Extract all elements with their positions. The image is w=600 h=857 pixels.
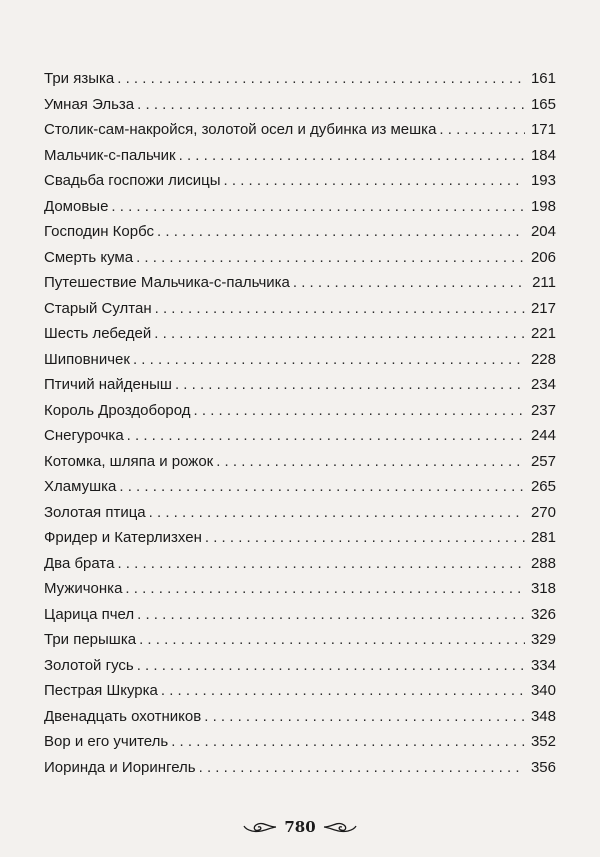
toc-entry: [44, 92, 556, 118]
dot-leader: [293, 270, 525, 296]
dot-leader: [136, 245, 525, 271]
toc-entry-title: Смерть кума: [44, 248, 134, 266]
toc-entry: [44, 525, 556, 551]
toc-entry-page: 234: [530, 376, 556, 393]
toc-entry-title: Свадьба госпожи лисицы: [44, 172, 221, 189]
toc-entry-page: 217: [530, 299, 556, 317]
toc-entry-title: Вор и его учитель: [44, 733, 169, 750]
dot-leader: [224, 168, 525, 194]
toc-entry: [44, 219, 556, 245]
dot-leader: [137, 92, 525, 118]
toc-entry-title: Золотая птица: [44, 503, 146, 521]
dot-leader: [216, 449, 525, 475]
toc-entry-title: Старый Султан: [44, 299, 152, 317]
flourish-right-icon: [322, 818, 358, 836]
toc-entry: [44, 576, 556, 602]
toc-entry-page: 206: [530, 248, 556, 266]
dot-leader: [137, 602, 525, 628]
toc-entry-page: 326: [530, 605, 556, 623]
toc-entry-title: Иоринда и Иорингель: [44, 758, 196, 776]
toc-entry-page: 198: [530, 197, 556, 215]
toc-entry-title: Три перышка: [44, 631, 137, 648]
toc-entry-title: Домовые: [44, 197, 109, 215]
toc-entry-page: 318: [530, 580, 556, 597]
toc-entry: [44, 729, 556, 755]
toc-entry-page: 171: [530, 121, 556, 138]
toc-entry-title: Хламушка: [44, 478, 117, 495]
dot-leader: [137, 653, 525, 679]
dot-leader: [133, 347, 525, 373]
toc-entry: [44, 755, 556, 781]
dot-leader: [157, 219, 525, 245]
toc-entry: [44, 270, 556, 296]
dot-leader: [199, 755, 525, 781]
dot-leader: [117, 66, 525, 92]
toc-entry-page: 352: [530, 733, 556, 750]
toc-entry-page: 244: [530, 427, 556, 444]
toc-entry-title: Шесть лебедей: [44, 325, 152, 342]
toc-entry-page: 184: [530, 146, 556, 164]
toc-entry: [44, 245, 556, 271]
toc-entry-page: 356: [530, 758, 556, 776]
toc-entry: [44, 398, 556, 424]
toc-entry: [44, 423, 556, 449]
dot-leader: [204, 704, 525, 730]
toc-entry: [44, 500, 556, 526]
dot-leader: [171, 729, 525, 755]
toc-entry: [44, 653, 556, 679]
toc-entry-page: 211: [532, 274, 556, 291]
dot-leader: [154, 321, 525, 347]
toc-entry: [44, 347, 556, 373]
toc-entry-title: Двенадцать охотников: [44, 707, 202, 725]
dot-leader: [175, 372, 525, 398]
toc-entry-page: 334: [530, 656, 556, 674]
dot-leader: [179, 143, 525, 169]
toc-entry-page: 161: [530, 70, 556, 87]
toc-entry: [44, 372, 556, 398]
dot-leader: [111, 194, 525, 220]
toc-entry: [44, 168, 556, 194]
toc-entry: [44, 321, 556, 347]
toc-entry: [44, 551, 556, 577]
toc-entry: [44, 704, 556, 730]
dot-leader: [119, 474, 525, 500]
dot-leader: [161, 678, 525, 704]
toc-entry-page: 228: [530, 350, 556, 368]
toc-entry-title: Мужичонка: [44, 580, 123, 597]
toc-entry: [44, 296, 556, 322]
toc-entry-title: Фридер и Катерлизхен: [44, 529, 202, 546]
toc-entry-title: Золотой гусь: [44, 656, 134, 674]
toc-entry-page: 340: [530, 682, 556, 699]
toc-entry: [44, 143, 556, 169]
toc-entry: [44, 194, 556, 220]
flourish-left-icon: [242, 818, 278, 836]
toc-entry-page: 281: [530, 529, 556, 546]
dot-leader: [127, 423, 525, 449]
toc-entry: [44, 66, 556, 92]
dot-leader: [117, 551, 525, 577]
toc-entry-title: Два брата: [44, 554, 115, 572]
page-footer: [0, 818, 600, 836]
toc-entry-page: 193: [530, 172, 556, 189]
toc-entry-page: 165: [530, 95, 556, 113]
toc-entry-title: Котомка, шляпа и рожок: [44, 452, 214, 470]
page-number: 780: [284, 818, 316, 836]
toc-entry-title: Пестрая Шкурка: [44, 682, 158, 699]
toc-entry: [44, 678, 556, 704]
toc-entry-page: 348: [530, 707, 556, 725]
toc-entry-title: Мальчик-с-пальчик: [44, 146, 176, 164]
dot-leader: [205, 525, 525, 551]
toc-entry-page: 270: [530, 503, 556, 521]
toc-entry-title: Снегурочка: [44, 427, 124, 444]
toc-entry-page: 329: [530, 631, 556, 648]
toc-entry-title: Умная Эльза: [44, 95, 135, 113]
toc-entry-title: Путешествие Мальчика-с-пальчика: [44, 274, 290, 291]
toc-entry: [44, 117, 556, 143]
toc-entry-page: 265: [530, 478, 556, 495]
toc-entry-title: Столик-сам-накройся, золотой осел и дубинка из мешка: [44, 121, 437, 138]
toc-entry-page: 221: [530, 325, 556, 342]
dot-leader: [194, 398, 525, 424]
toc-entry-title: Царица пчел: [44, 605, 135, 623]
dot-leader: [149, 500, 525, 526]
toc-entry: [44, 602, 556, 628]
toc-entry-page: 237: [530, 401, 556, 419]
toc-entry-title: Господин Корбс: [44, 223, 155, 240]
toc-entry-title: Три языка: [44, 70, 115, 87]
toc-entry-page: 204: [530, 223, 556, 240]
dot-leader: [125, 576, 525, 602]
dot-leader: [439, 117, 525, 143]
toc-entry-title: Король Дроздобород: [44, 401, 191, 419]
toc-entry: [44, 449, 556, 475]
toc-entry-page: 288: [530, 554, 556, 572]
toc-entry: [44, 627, 556, 653]
dot-leader: [139, 627, 525, 653]
dot-leader: [155, 296, 525, 322]
toc-entry: [44, 474, 556, 500]
toc-entry-title: Шиповничек: [44, 350, 130, 368]
toc-entry-title: Птичий найденыш: [44, 376, 172, 393]
table-of-contents: [44, 66, 556, 780]
toc-entry-page: 257: [530, 452, 556, 470]
